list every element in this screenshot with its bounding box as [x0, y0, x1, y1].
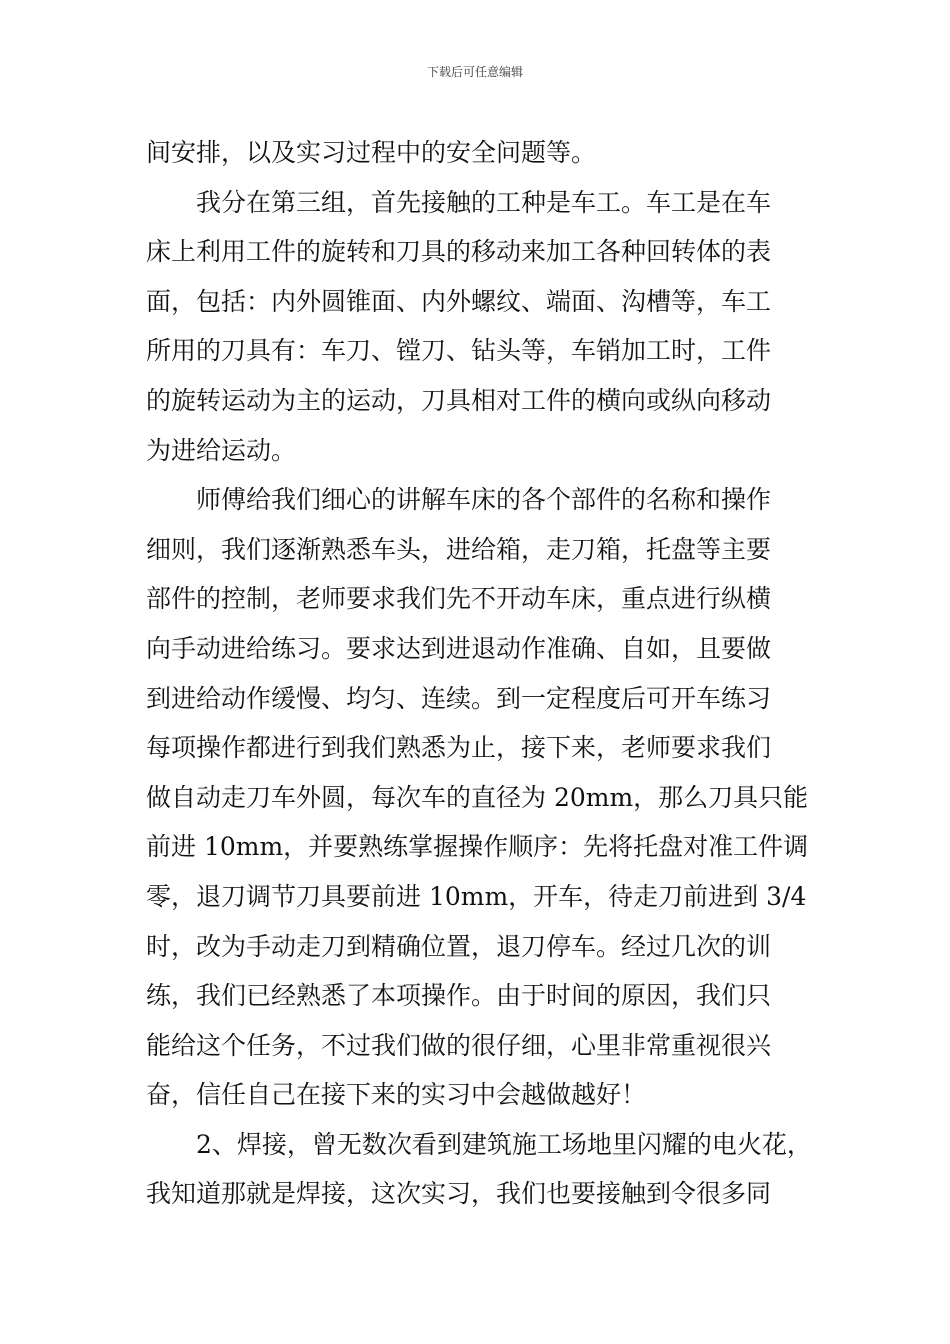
text-line: 到进给动作缓慢、均匀、连续。到一定程度后可开车练习	[146, 683, 772, 713]
paragraph-start-line: 我分在第三组，首先接触的工种是车工。车工是在车	[196, 187, 772, 217]
text-line: 间安排，以及实习过程中的安全问题等。	[146, 138, 597, 167]
text-line: 向手动进给练习。要求达到进退动作准确、自如，且要做	[146, 633, 772, 663]
text-line: 为进给运动。	[146, 435, 297, 465]
text-line: 面，包括：内外圆锥面、内外螺纹、端面、沟槽等，车工	[146, 286, 772, 316]
text-line: 的旋转运动为主的运动，刀具相对工件的横向或纵向移动	[146, 385, 772, 415]
text-line: 零，退刀调节刀具要前进 10mm，开车，待走刀前进到 3/4	[146, 881, 807, 911]
page-header: 下载后可任意编辑	[426, 65, 523, 79]
text-line: 所用的刀具有：车刀、镗刀、钻头等，车销加工时，工件	[146, 336, 772, 366]
text-line: 部件的控制，老师要求我们先不开动车床，重点进行纵横	[146, 584, 772, 614]
text-line: 前进 10mm，并要熟练掌握操作顺序：先将托盘对准工件调	[146, 832, 809, 862]
paragraph-start-line: 师傅给我们细心的讲解车床的各个部件的名称和操作	[196, 485, 772, 515]
text-line: 床上利用工件的旋转和刀具的移动来加工各种回转体的表	[146, 237, 772, 267]
text-line: 奋，信任自己在接下来的实习中会越做越好！	[146, 1080, 647, 1110]
body-text	[146, 128, 812, 1219]
text-line: 每项操作都进行到我们熟悉为止，接下来，老师要求我们	[146, 733, 772, 763]
text-line: 能给这个任务，不过我们做的很仔细，心里非常重视很兴	[146, 1030, 772, 1060]
text-line: 练，我们已经熟悉了本项操作。由于时间的原因，我们只	[146, 981, 772, 1011]
text-line: 细则，我们逐渐熟悉车头，进给箱，走刀箱，托盘等主要	[146, 534, 772, 564]
text-line: 我知道那就是焊接，这次实习，我们也要接触到令很多同	[146, 1179, 772, 1209]
text-line: 时，改为手动走刀到精确位置，退刀停车。经过几次的训	[146, 931, 772, 961]
text-line: 做自动走刀车外圆，每次车的直径为 20mm，那么刀具只能	[146, 782, 809, 812]
paragraph-start-line: 2、焊接，曾无数次看到建筑施工场地里闪耀的电火花，	[196, 1129, 812, 1159]
